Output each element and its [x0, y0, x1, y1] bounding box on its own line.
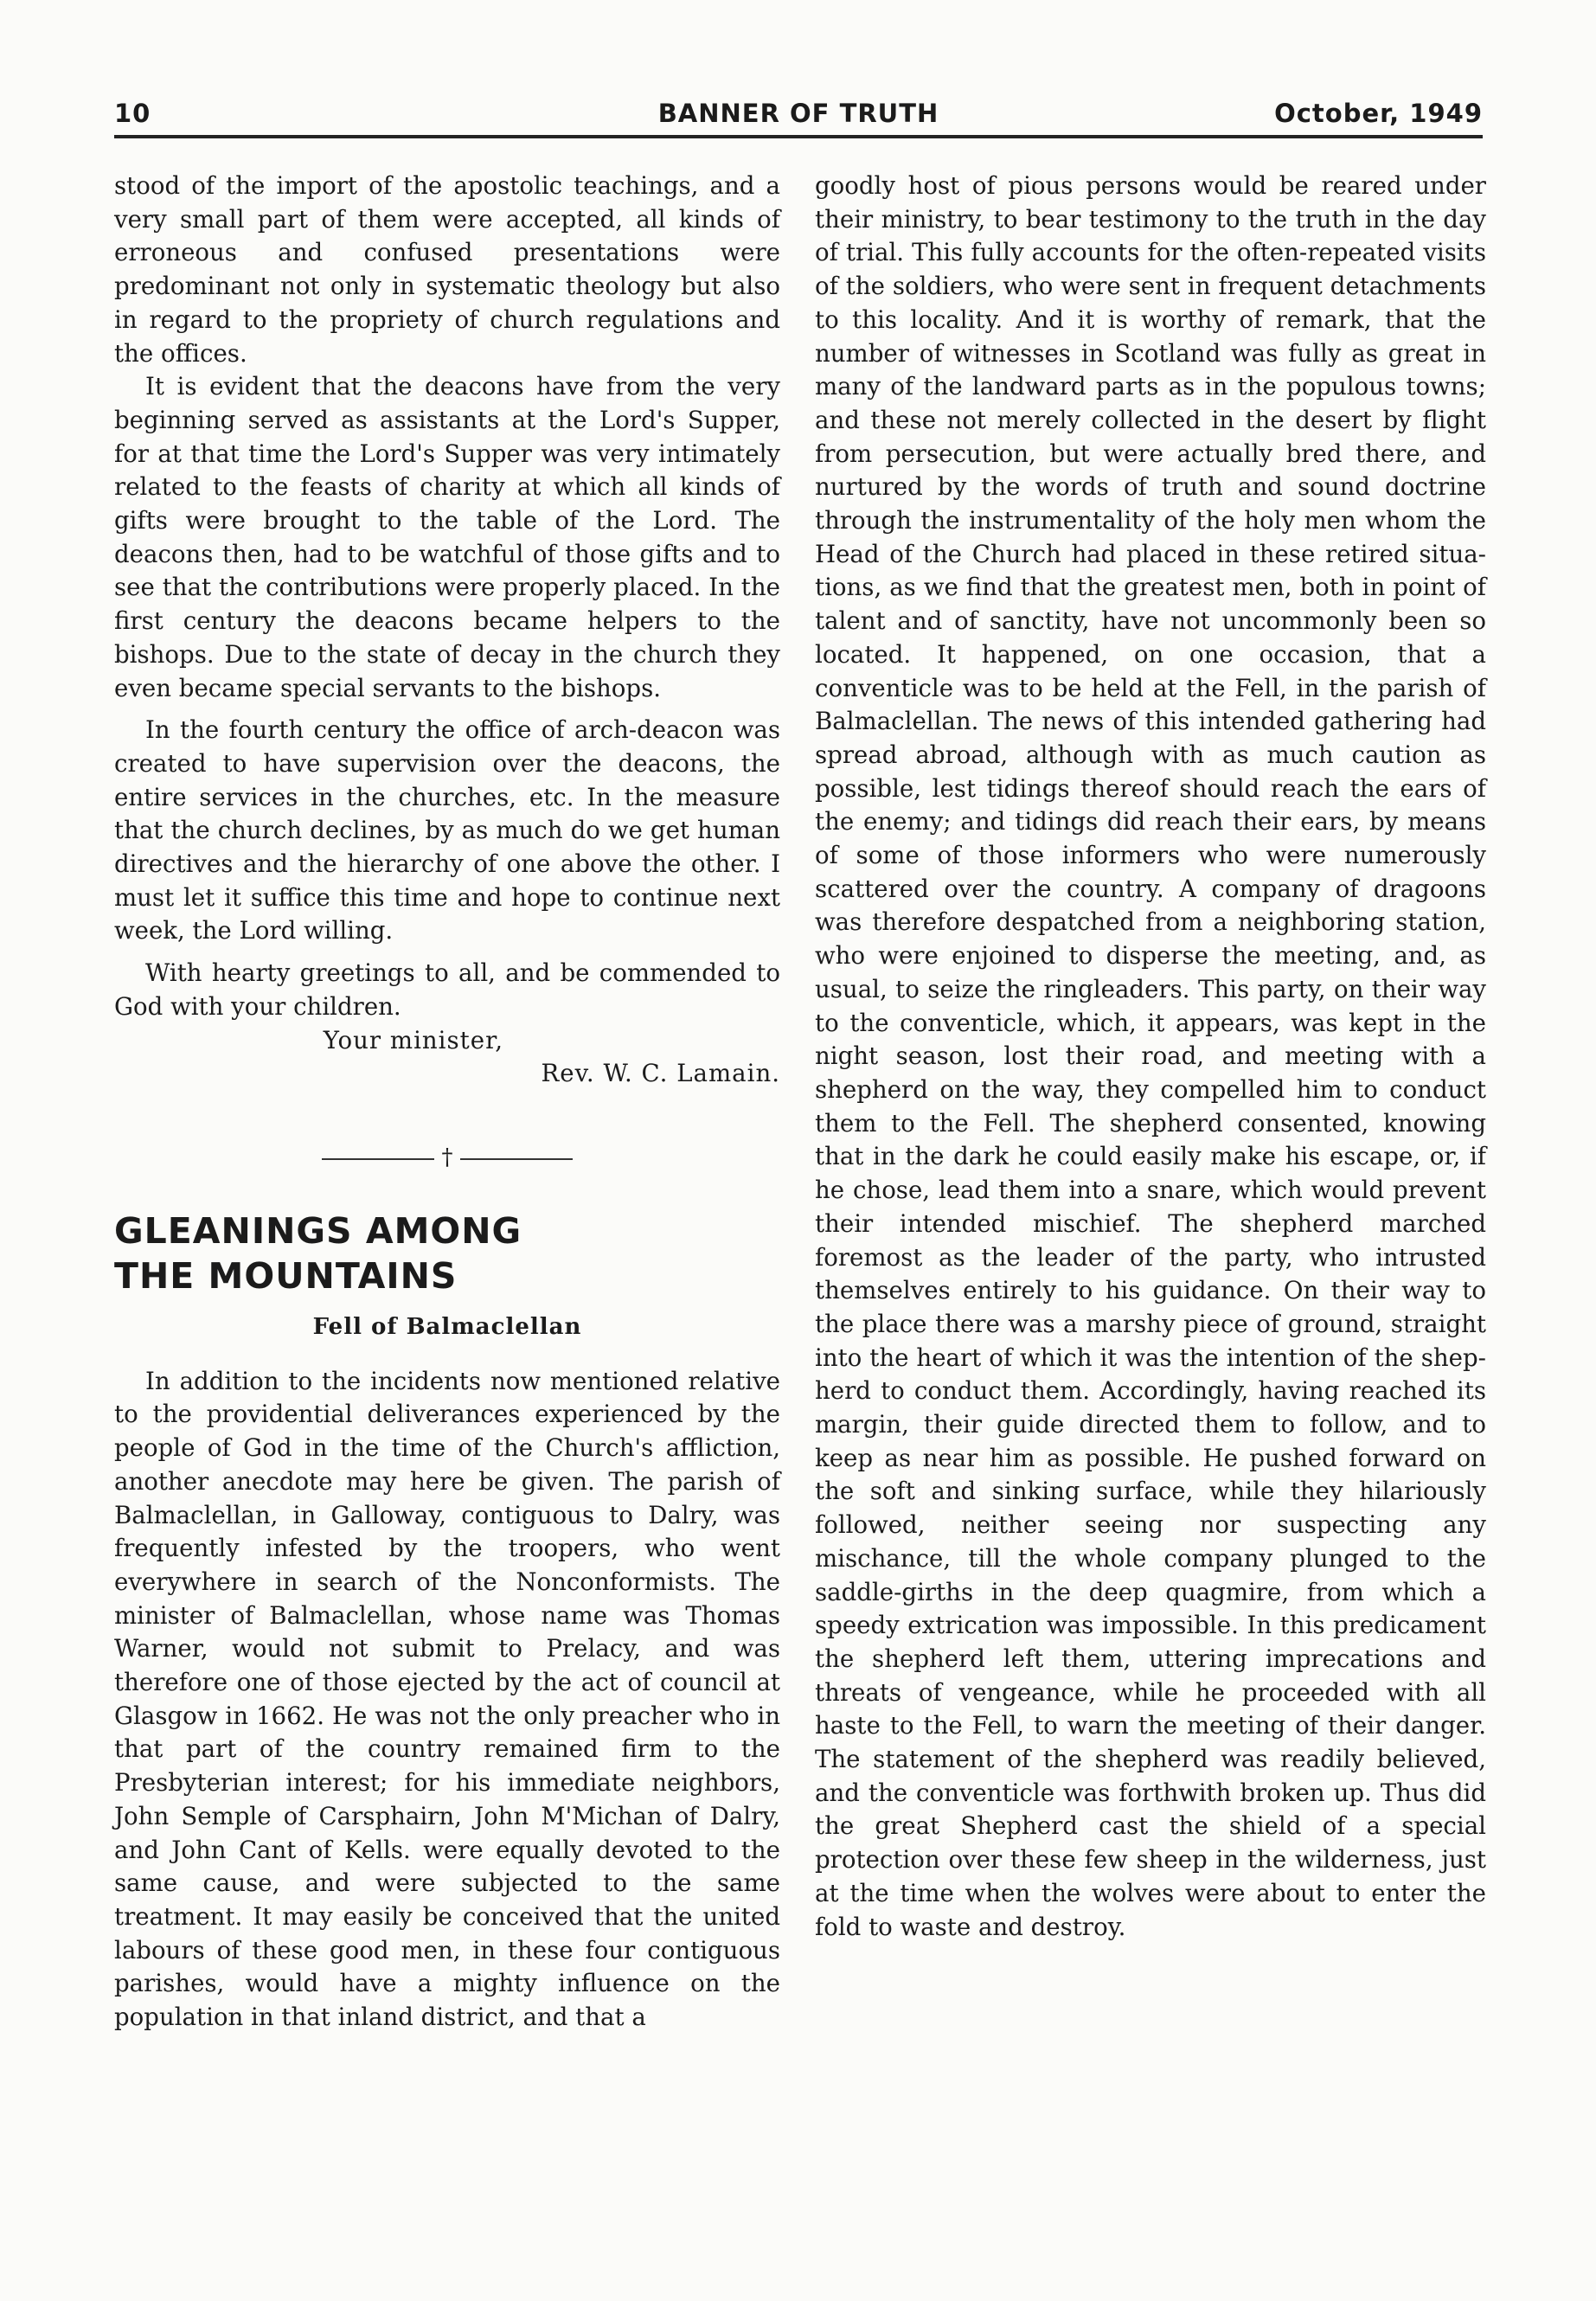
page-header — [114, 95, 1483, 138]
letter-closing: Your minister, — [323, 1025, 503, 1054]
paragraph: It is evident that the deacons have from the very beginning served as assistants at the Lord's Supper, for at that time the Lord's Supper was very intimately related to the feasts of charity at which all kinds of gifts were brought to the table of the Lord. The deacons then, had to be watchful of those gifts and to see that the contributions were properly placed. In the first century the deacons became helpers to the bishops. Due to the state of decay in the church they even became special servants to the bishops. — [114, 372, 780, 702]
paragraph: stood of the import of the apostolic teachings, and a very small part of them were accepted, all kinds of erroneous and confused presentations were predominant not only in systematic theology but also in regard to the propriety of church regulations and the offices. — [114, 171, 780, 368]
article-title — [114, 1208, 780, 1298]
article-subtitle: Fell of Balmaclellan — [312, 1313, 582, 1340]
page-number: 10 — [114, 99, 151, 128]
issue-date: October, 1949 — [1274, 99, 1483, 128]
article-title-line-1: GLEANINGS AMONG — [114, 1209, 522, 1252]
right-column — [815, 170, 1486, 1944]
section-divider — [114, 1141, 780, 1176]
paragraph: goodly host of pious persons would be reared under their ministry, to bear testimony to the truth in the day of trial. This fully accounts for the often-repeated visits of the soldiers, who were sent in frequent detachments to this locality. And it is worthy of remark, that the number of witnesses in Scotland was fully as great in many of the landward parts as in the populous towns; and these not merely collected in the desert by flight from persecution, but were actually bred there, and nurtured by the words of truth and sound doctrine through the instrumentality of the holy men whom the Head of the Church had placed in these retired situations, as we find that the greatest men, both in point of talent and of sanctity, have not uncommonly been so located. It happened, on one occasion, that a conventicle was to be held at the Fell, in the parish of Balmaclellan. The news of this intended gathering had spread abroad, although with as much caution as possible, lest tidings thereof should reach the ears of the enemy; and tidings did reach their ears, by means of some of those informers who were numerously scattered over the country. A company of dragoons was therefore despatched from a neighboring station, who were enjoined to disperse the meeting, and, as usual, to seize the ringleaders. This party, on their way to the conventicle, which, it appears, was kept in the night season, lost their road, and meeting with a shepherd on the way, they compelled him to conduct them to the Fell. The shepherd consented, knowing that in the dark he could easily make his escape, or, if he chose, lead them into a snare, which would prevent their intended mischief. The shepherd marched foremost as the leader of the party, who intrusted themselves entirely to his guidance. On their way to the place there was a marshy piece of ground, straight into the heart of which it was the intention of the shepherd to conduct them. Accordingly, having reached its margin, their guide directed them to follow, and to keep as near him as possible. He pushed forward on the soft and sinking surface, while they hilariously followed, neither seeing nor suspecting any mischance, till the whole company plunged to the saddle-girths in the deep quagmire, from which a speedy extrication was impossible. In this predicament the shepherd left them, uttering imprecations and threats of vengeance, while he proceeded with all haste to the Fell, to warn the meeting of their danger. The statement of the shepherd was readily believed, and the conventicle was forthwith broken up. Thus did the great Shepherd cast the shield of a special protection over these few sheep in the wilderness, just at the time when the wolves were about to enter the fold to waste and destroy. — [815, 171, 1486, 1941]
letter-signature: Rev. W. C. Lamain. — [541, 1059, 780, 1088]
publication-title: BANNER OF TRUTH — [657, 99, 939, 128]
paragraph: With hearty greetings to all, and be commended to God with your children. — [114, 958, 780, 1021]
left-column — [114, 170, 780, 2035]
paragraph: In the fourth century the office of arch-deacon was created to have supervision over the deacons, the entire services in the churches, etc. In the measure that the church declines, by as much do we get human directives and the hierarchy of one above the other. I must let it suffice this time and hope to continue next week, the Lord willing. — [114, 715, 780, 945]
paragraph: In addition to the incidents now mentioned relative to the providential deliverances experienced by the people of God in the time of the Church's affliction, another anecdote may here be given. The parish of Balmaclellan, in Galloway, contiguous to Dalry, was frequently infested by the troopers, who went everywhere in search of the Nonconformists. The minister of Balmaclellan, whose name was Thomas Warner, would not submit to Prelacy, and was therefore one of those ejected by the act of council at Glasgow in 1662. He was not the only preacher who in that part of the country remained firm to the Presbyterian interest; for his immediate neighbors, John Semple of Carsphairn, John M'Michan of Dalry, and John Cant of Kells. were equally devoted to the same cause, and were subjected to the same treatment. It may easily be conceived that the united labours of these good men, in these four contiguous parishes, would have a mighty influence on the population in that inland district, and that a — [114, 1366, 780, 2032]
article-title-line-2: THE MOUNTAINS — [114, 1254, 458, 1297]
dagger-icon: † — [434, 1143, 460, 1172]
